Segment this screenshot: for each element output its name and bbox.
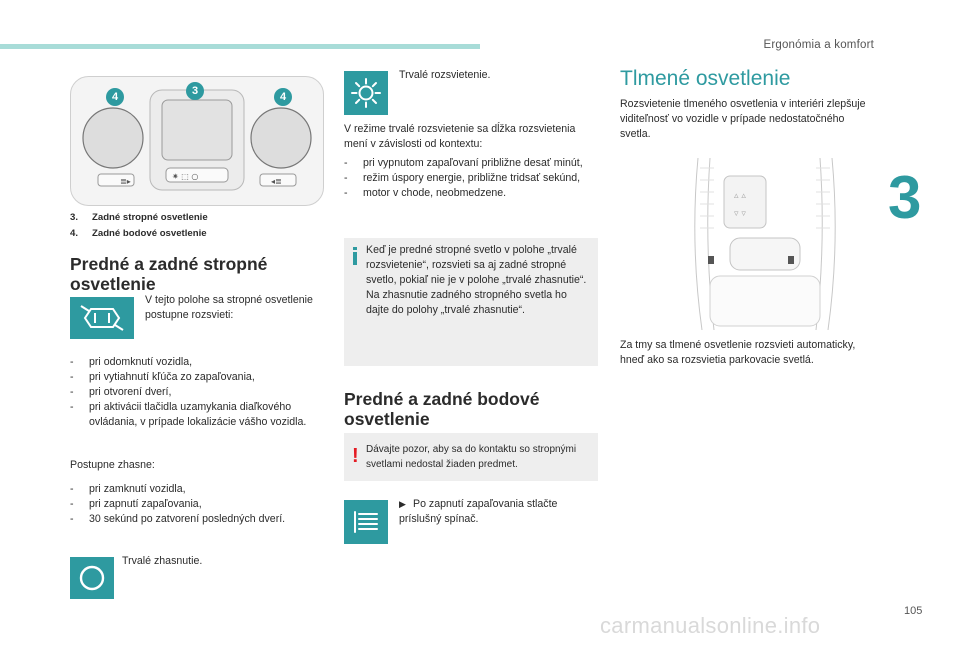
header-accent-bar bbox=[0, 44, 480, 49]
svg-text:▵ ▵: ▵ ▵ bbox=[734, 191, 746, 201]
instruction-bullet-icon: ▶ bbox=[399, 499, 406, 509]
ceiling-lamp-illustration bbox=[70, 76, 324, 206]
svg-text:≣▸: ≣▸ bbox=[120, 177, 131, 186]
info-note bbox=[344, 238, 598, 366]
list-item: - pri zamknutí vozidla, bbox=[70, 482, 326, 497]
section-heading-spot: Predné a zadné bodové osvetlenie bbox=[344, 389, 540, 429]
warning-icon: ! bbox=[352, 445, 359, 467]
badge-4-left: 4 bbox=[106, 88, 124, 106]
warning-note bbox=[344, 433, 598, 481]
switch-off-list bbox=[70, 482, 326, 527]
spotlight-icon bbox=[344, 500, 388, 544]
permanent-on-intro: V režime trvalé rozsvietenie sa dĺžka rozsvietenia mení v závislosti od kontextu: bbox=[344, 123, 576, 150]
list-item: - motor v chode, neobmedzene. bbox=[344, 186, 584, 201]
info-note-text: Keď je predné stropné svetlo v polohe „trvalé rozsvietenie“, rozsvieti sa aj zadné stropné svetlo, pokiaľ nie je v polohe „trvalé zhasnutie“. Na zhasnutie zadného stropného svetla ho dajte do polohy „trvalé zhasnutie“. bbox=[366, 244, 587, 316]
duration-list bbox=[344, 156, 584, 201]
svg-text:◂≣: ◂≣ bbox=[271, 177, 282, 186]
section-heading-ceiling: Predné a zadné stropné osvetlenie bbox=[70, 254, 268, 294]
info-icon bbox=[353, 247, 357, 265]
ambient-light-illustration bbox=[680, 158, 850, 330]
list-item: - 30 sekúnd po zatvorení posledných dverí. bbox=[70, 512, 326, 527]
badge-3: 3 bbox=[186, 82, 204, 100]
watermark: carmanualsonline.info bbox=[600, 613, 821, 638]
list-item: - pri vytiahnutí kľúča zo zapaľovania, bbox=[70, 370, 326, 385]
permanent-on-label: Trvalé rozsvietenie. bbox=[399, 69, 491, 81]
ambient-outro: Za tmy sa tlmené osvetlenie rozsvieti automaticky, hneď ako sa rozsvietia parkovacie svetlá. bbox=[620, 339, 856, 366]
list-item: - pri vypnutom zapaľovaní približne desať minút, bbox=[344, 156, 584, 171]
chapter-title: Ergonómia a komfort bbox=[763, 39, 874, 51]
list-item: - režim úspory energie, približne tridsať sekúnd, bbox=[344, 171, 584, 186]
legend-item: 3. Zadné stropné osvetlenie bbox=[70, 212, 208, 223]
door-position-text: V tejto polohe sa stropné osvetlenie postupne rozsvieti: bbox=[145, 294, 313, 321]
ambient-intro: Rozsvietenie tlmeného osvetlenia v interiéri zlepšuje viditeľnosť vo vozidle v prípade nedostatočného svetla. bbox=[620, 98, 866, 140]
ambient-light-drawing bbox=[680, 158, 850, 330]
list-item: - pri otvorení dverí, bbox=[70, 385, 326, 400]
permanent-off-label: Trvalé zhasnutie. bbox=[122, 555, 203, 567]
switch-on-list bbox=[70, 355, 326, 430]
list-item: - pri aktivácii tlačidla uzamykania diaľkového ovládania, v prípade lokalizácie vášho vozidla. bbox=[70, 400, 326, 430]
figure-legend bbox=[70, 210, 330, 242]
spotlight-instruction: ▶ Po zapnutí zapaľovania stlačte príslušný spínač. bbox=[399, 498, 558, 525]
legend-item: 4. Zadné bodové osvetlenie bbox=[70, 228, 207, 239]
door-lamp-icon bbox=[70, 297, 134, 339]
circle-off-icon bbox=[70, 557, 114, 599]
svg-text:✷ ⬚ ○: ✷ ⬚ ○ bbox=[172, 172, 199, 181]
list-item: - pri zapnutí zapaľovania, bbox=[70, 497, 326, 512]
list-item: - pri odomknutí vozidla, bbox=[70, 355, 326, 370]
badge-4-right: 4 bbox=[274, 88, 292, 106]
sun-icon bbox=[344, 71, 388, 115]
page-number: 105 bbox=[904, 605, 923, 617]
section-heading-ambient: Tlmené osvetlenie bbox=[620, 67, 791, 90]
svg-text:▿ ▿: ▿ ▿ bbox=[734, 209, 746, 219]
warning-note-text: Dávajte pozor, aby sa do kontaktu so stropnými svetlami nedostal žiaden predmet. bbox=[366, 444, 577, 470]
chapter-tab-number: 3 bbox=[888, 164, 922, 231]
switch-off-intro: Postupne zhasne: bbox=[70, 459, 155, 471]
